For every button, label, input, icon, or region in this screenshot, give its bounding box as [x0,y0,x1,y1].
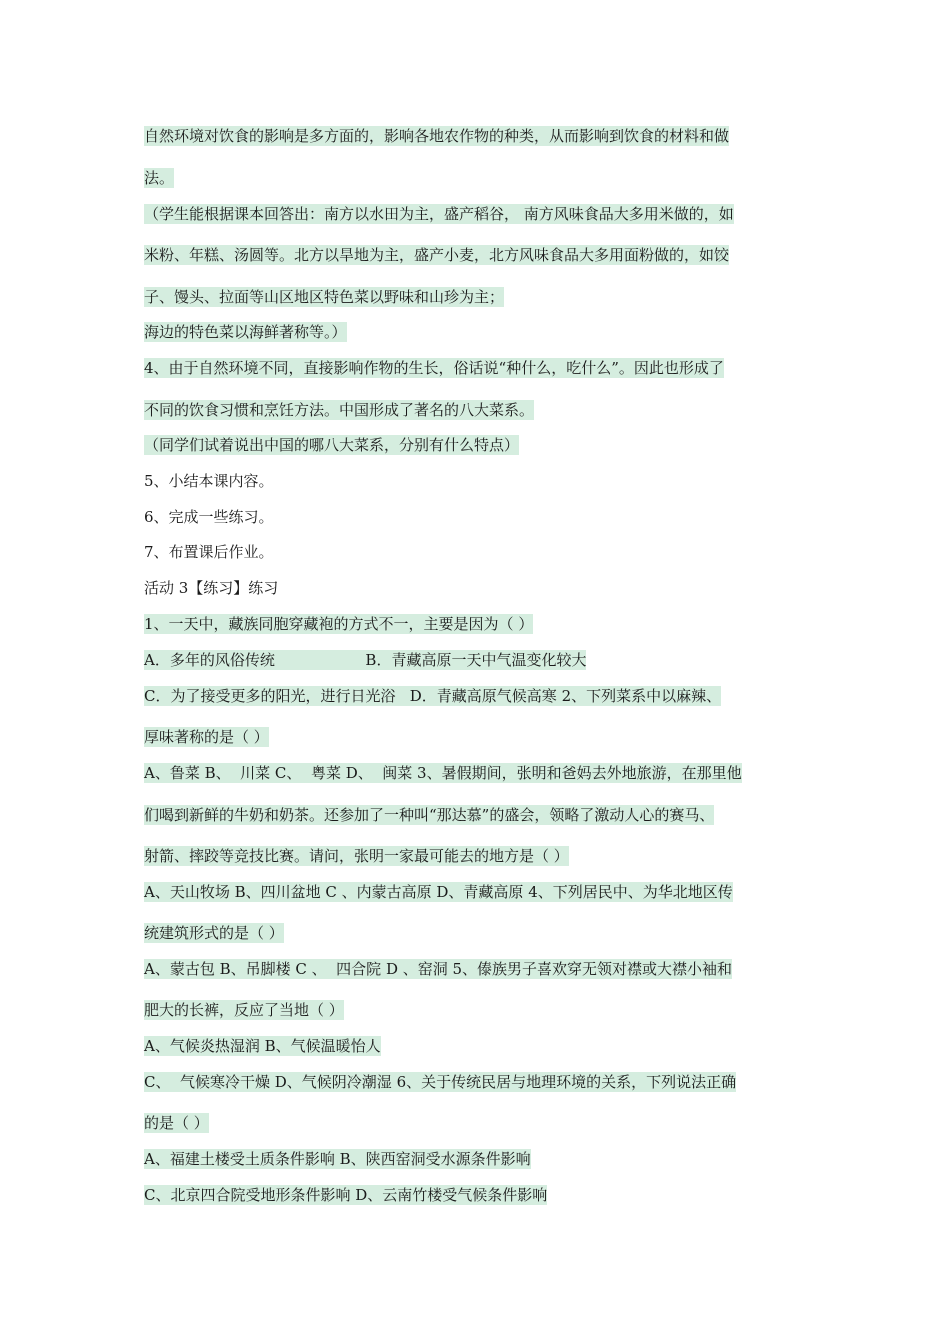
paragraph-line: 自然环境对饮食的影响是多方面的，影响各地农作物的种类，从而影响到饮食的材料和做 [144,127,730,145]
question-line: 厚味著称的是（ ） [144,728,269,746]
question-line: 肥大的长裤，反应了当地（ ） [144,1001,344,1019]
question-line: 们喝到新鲜的牛奶和奶茶。还参加了一种叫“那达慕”的盛会，领略了激动人心的赛马、 [144,806,715,824]
paragraph-line: （同学们试着说出中国的哪八大菜系，分别有什么特点） [144,436,520,454]
question-line: 射箭、摔跤等竞技比赛。请问，张明一家最可能去的地方是（ ） [144,847,569,865]
question-line: A、蒙古包 B、吊脚楼 C 、 四合院 D 、窑洞 5、傣族男子喜欢穿无领对襟或大襟小袖和 [144,960,733,978]
paragraph-line: 子、馒头、拉面等山区地区特色菜以野味和山珍为主； [144,288,505,306]
paragraph-line: 海边的特色菜以海鲜著称等。） [144,323,347,341]
paragraph-line: 5、小结本课内容。 [144,472,274,490]
paragraph-line: 6、完成一些练习。 [144,508,274,526]
question-line: 的是（ ） [144,1114,209,1132]
paragraph-line: （学生能根据课本回答出：南方以水田为主，盛产稻谷， 南方风味食品大多用米做的，如 [144,205,734,223]
question-line: A．多年的风俗传统 B．青藏高原一天中气温变化较大 [144,651,587,669]
question-line: A、福建土楼受土质条件影响 B、陕西窑洞受水源条件影响 [144,1150,531,1168]
question-line: C、北京四合院受地形条件影响 D、云南竹楼受气候条件影响 [144,1186,548,1204]
question-line: A、气候炎热湿润 B、气候温暖怡人 [144,1037,381,1055]
paragraph-line: 7、布置课后作业。 [144,543,274,561]
paragraph-line: 不同的饮食习惯和烹饪方法。中国形成了著名的八大菜系。 [144,401,535,419]
question-line: 1、一天中，藏族同胞穿藏袍的方式不一，主要是因为（ ） [144,615,534,633]
question-line: A、天山牧场 B、四川盆地 C 、内蒙古高原 D、青藏高原 4、下列居民中、为华北地区传 [144,883,733,901]
paragraph-line: 4、由于自然环境不同，直接影响作物的生长，俗话说“种什么，吃什么”。因此也形成了 [144,359,724,377]
paragraph-line: 法。 [144,169,175,187]
question-line: A、鲁菜 B、 川菜 C、 粤菜 D、 闽菜 3、暑假期间，张明和爸妈去外地旅游，在那里他 [144,764,742,782]
section-heading: 活动 3【练习】练习 [144,579,279,597]
question-line: C．为了接受更多的阳光，进行日光浴 D．青藏高原气候高寒 2、下列菜系中以麻辣、 [144,687,722,705]
question-line: C、 气候寒冷干燥 D、气候阴冷潮湿 6、关于传统民居与地理环境的关系，下列说法正确 [144,1073,737,1091]
question-line: 统建筑形式的是（ ） [144,924,284,942]
paragraph-line: 米粉、年糕、汤圆等。北方以旱地为主，盛产小麦，北方风味食品大多用面粉做的，如饺 [144,246,730,264]
